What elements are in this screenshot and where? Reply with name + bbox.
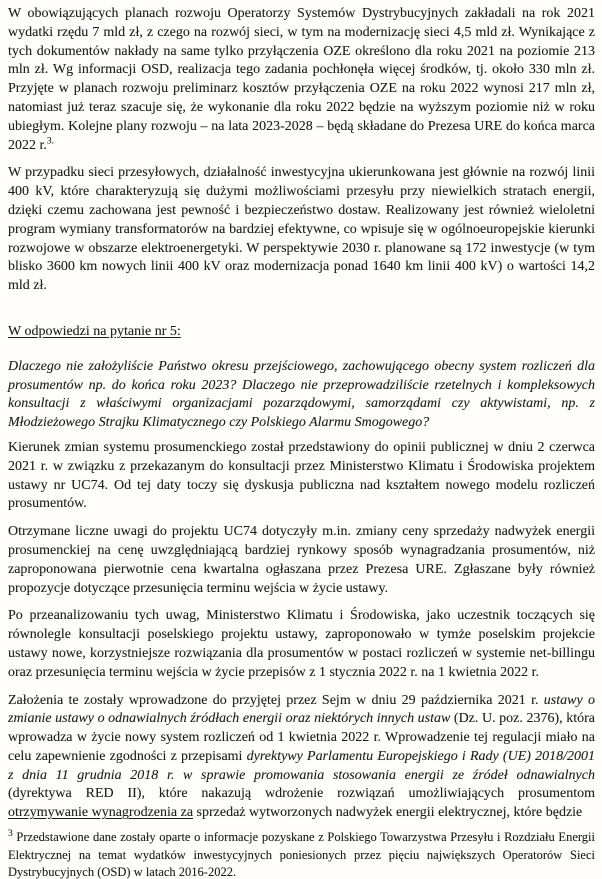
text-run-underlined: otrzymywanie wynagrodzenia za [8,805,194,821]
paragraph-uc74-comments: Otrzymane liczne uwagi do projektu UC74 dotyczyły m.in. zmiany ceny sprzedaży nadwyżek energii prosumenckiej na cenę uwzględniającą bardziej rynkowy sposób wynagradzania prosumentów, niż zaproponowana pierwotnie cena kwartalna ogłaszana przez Prezesa URE. Zgłaszane były również propozycje dotyczące przesunięcia terminu wejścia w życie ustawy. [8,524,595,596]
paragraph-quoted-question: Dlaczego nie założyliście Państwo okresu przejściowego, zachowującego obecny system rozliczeń dla prosumentów np. do końca roku 2023? Dlaczego nie przeprowadziliście rzetelnych i kompleksowych konsultacji z właściwymi organizacjami pozarządowymi, samorządami czy aktywistami, np. z Młodzieżowego Strajku Klimatycznego czy Polskiego Alarmu Smogowego? [8,358,595,431]
paragraph-distribution-investments [8,5,595,155]
text-run: (dyrektywa RED II), które nakazują wdrożenie rozwiązań umożliwiających prosumentom [8,786,595,802]
section-heading-answer-question-5: W odpowiedzi na pytanie nr 5: [8,323,181,339]
footnote-reference-3: 3. [46,135,55,146]
paragraph-text: W obowiązujących planach rozwoju Operatorzy Systemów Dystrybucyjnych zakładali na rok 2021 wydatki rzędu 7 mld zł, z czego na rozwój sieci, w tym na modernizację sieci 4,5 mld zł. Wynikające z tych dokumentów nakłady na same tylko przyłączenia OZE określono dla roku 2021 na poziomie 213 mln zł. Wg informacji OSD, realizacja tego zadania pochłonęła więcej środków, tj. około 330 mln zł. Przyjęte w planach rozwoju preliminarz kosztów przyłączenia OZE na roku 2022 wynosi 217 mln zł, natomiast już teraz szacuje się, że wykonanie dla roku 2022 będzie na wyższym poziomie niż w roku ubiegłym. Kolejne plany rozwoju – na lata 2023-2028 – będą składane do Prezesa URE do końca marca 2022 r. [8,6,595,153]
paragraph-transmission-investments: W przypadku sieci przesyłowych, działalność inwestycyjna ukierunkowana jest głównie na rozwój linii 400 kV, które charakteryzują się dużymi możliwościami przesyłu przy niewielkich stratach energii, dzięki czemu zachowana jest pewność i bezpieczeństwo dostaw. Realizowany jest również wieloletni program wymiany transformatorów na bardziej efektywne, co wpisuje się w ogólnoeuropejskie kierunki rozwojowe w obszarze elektroenergetyki. W perspektywie 2030 r. planowane są 172 inwestycje (w tym blisko 3600 km nowych linii 400 kV oraz modernizacja ponad 1640 km linii 400 kV) o wartości 14,2 mld zł. [8,165,595,294]
footnote-3 [8,829,595,879]
footnote-text: Przedstawione dane zostały oparte o informacje pozyskane z Polskiego Towarzystwa Przesyłu i Rozdziału Energii Elektrycznej na temat wydatków inwestycyjnych poniesionych przez pięciu największych Operatorów Sieci Dystrybucyjnych (OSD) w latach 2016-2022. [8,830,595,879]
text-run: (Dz. U. poz. 2376), która wprowadza w życie nowy system rozliczeń od 1 kwietnia 2022 r. Wprowadzenie tej regulacji miało na celu zapewnienie zgodności z przepisami [8,711,595,764]
text-run-act-title: ustawy o zmianie ustawy o odnawialnych źródłach energii oraz niektórych innych ustaw [8,692,595,727]
text-run: sprzedaż wytworzonych nadwyżek energii elektrycznej, które będzie [193,805,583,821]
footnote-marker: 3 [8,828,13,839]
text-run: Założenia te zostały wprowadzone do przyjętej przez Sejm w dniu 29 października 2021 r. [8,692,544,708]
paragraph-sejm-act [8,692,595,824]
paragraph-ministry-proposal: Po przeanalizowaniu tych uwag, Ministerstwo Klimatu i Środowiska, jako uczestnik toczących się równolegle konsultacji poselskiego projektu ustawy, zaproponowało w tymże poselskim projekcie ustawy nowe, korzystniejsze rozwiązania dla prosumentów w postaci rozliczeń w systemie net-billingu oraz przesunięcia terminu wejścia w życie przepisów z 1 stycznia 2022 r. na 1 kwietnia 2022 r. [8,608,595,680]
text-run-directive-title: dyrektywy Parlamentu Europejskiego i Rady (UE) 2018/2001 z dnia 11 grudnia 2018 r. w sprawie promowania stosowania energii ze źródeł odnawialnych [8,748,595,783]
paragraph-prosumer-system-direction: Kierunek zmian systemu prosumenckiego został przedstawiony do opinii publicznej w dniu 2 czerwca 2021 r. w związku z przekazanym do konsultacji przez Ministerstwo Klimatu i Środowiska projektem ustawy nr UC74. Od tej daty toczy się dyskusja publiczna nad kształtem nowego modelu rozliczeń prosumentów. [8,439,595,512]
